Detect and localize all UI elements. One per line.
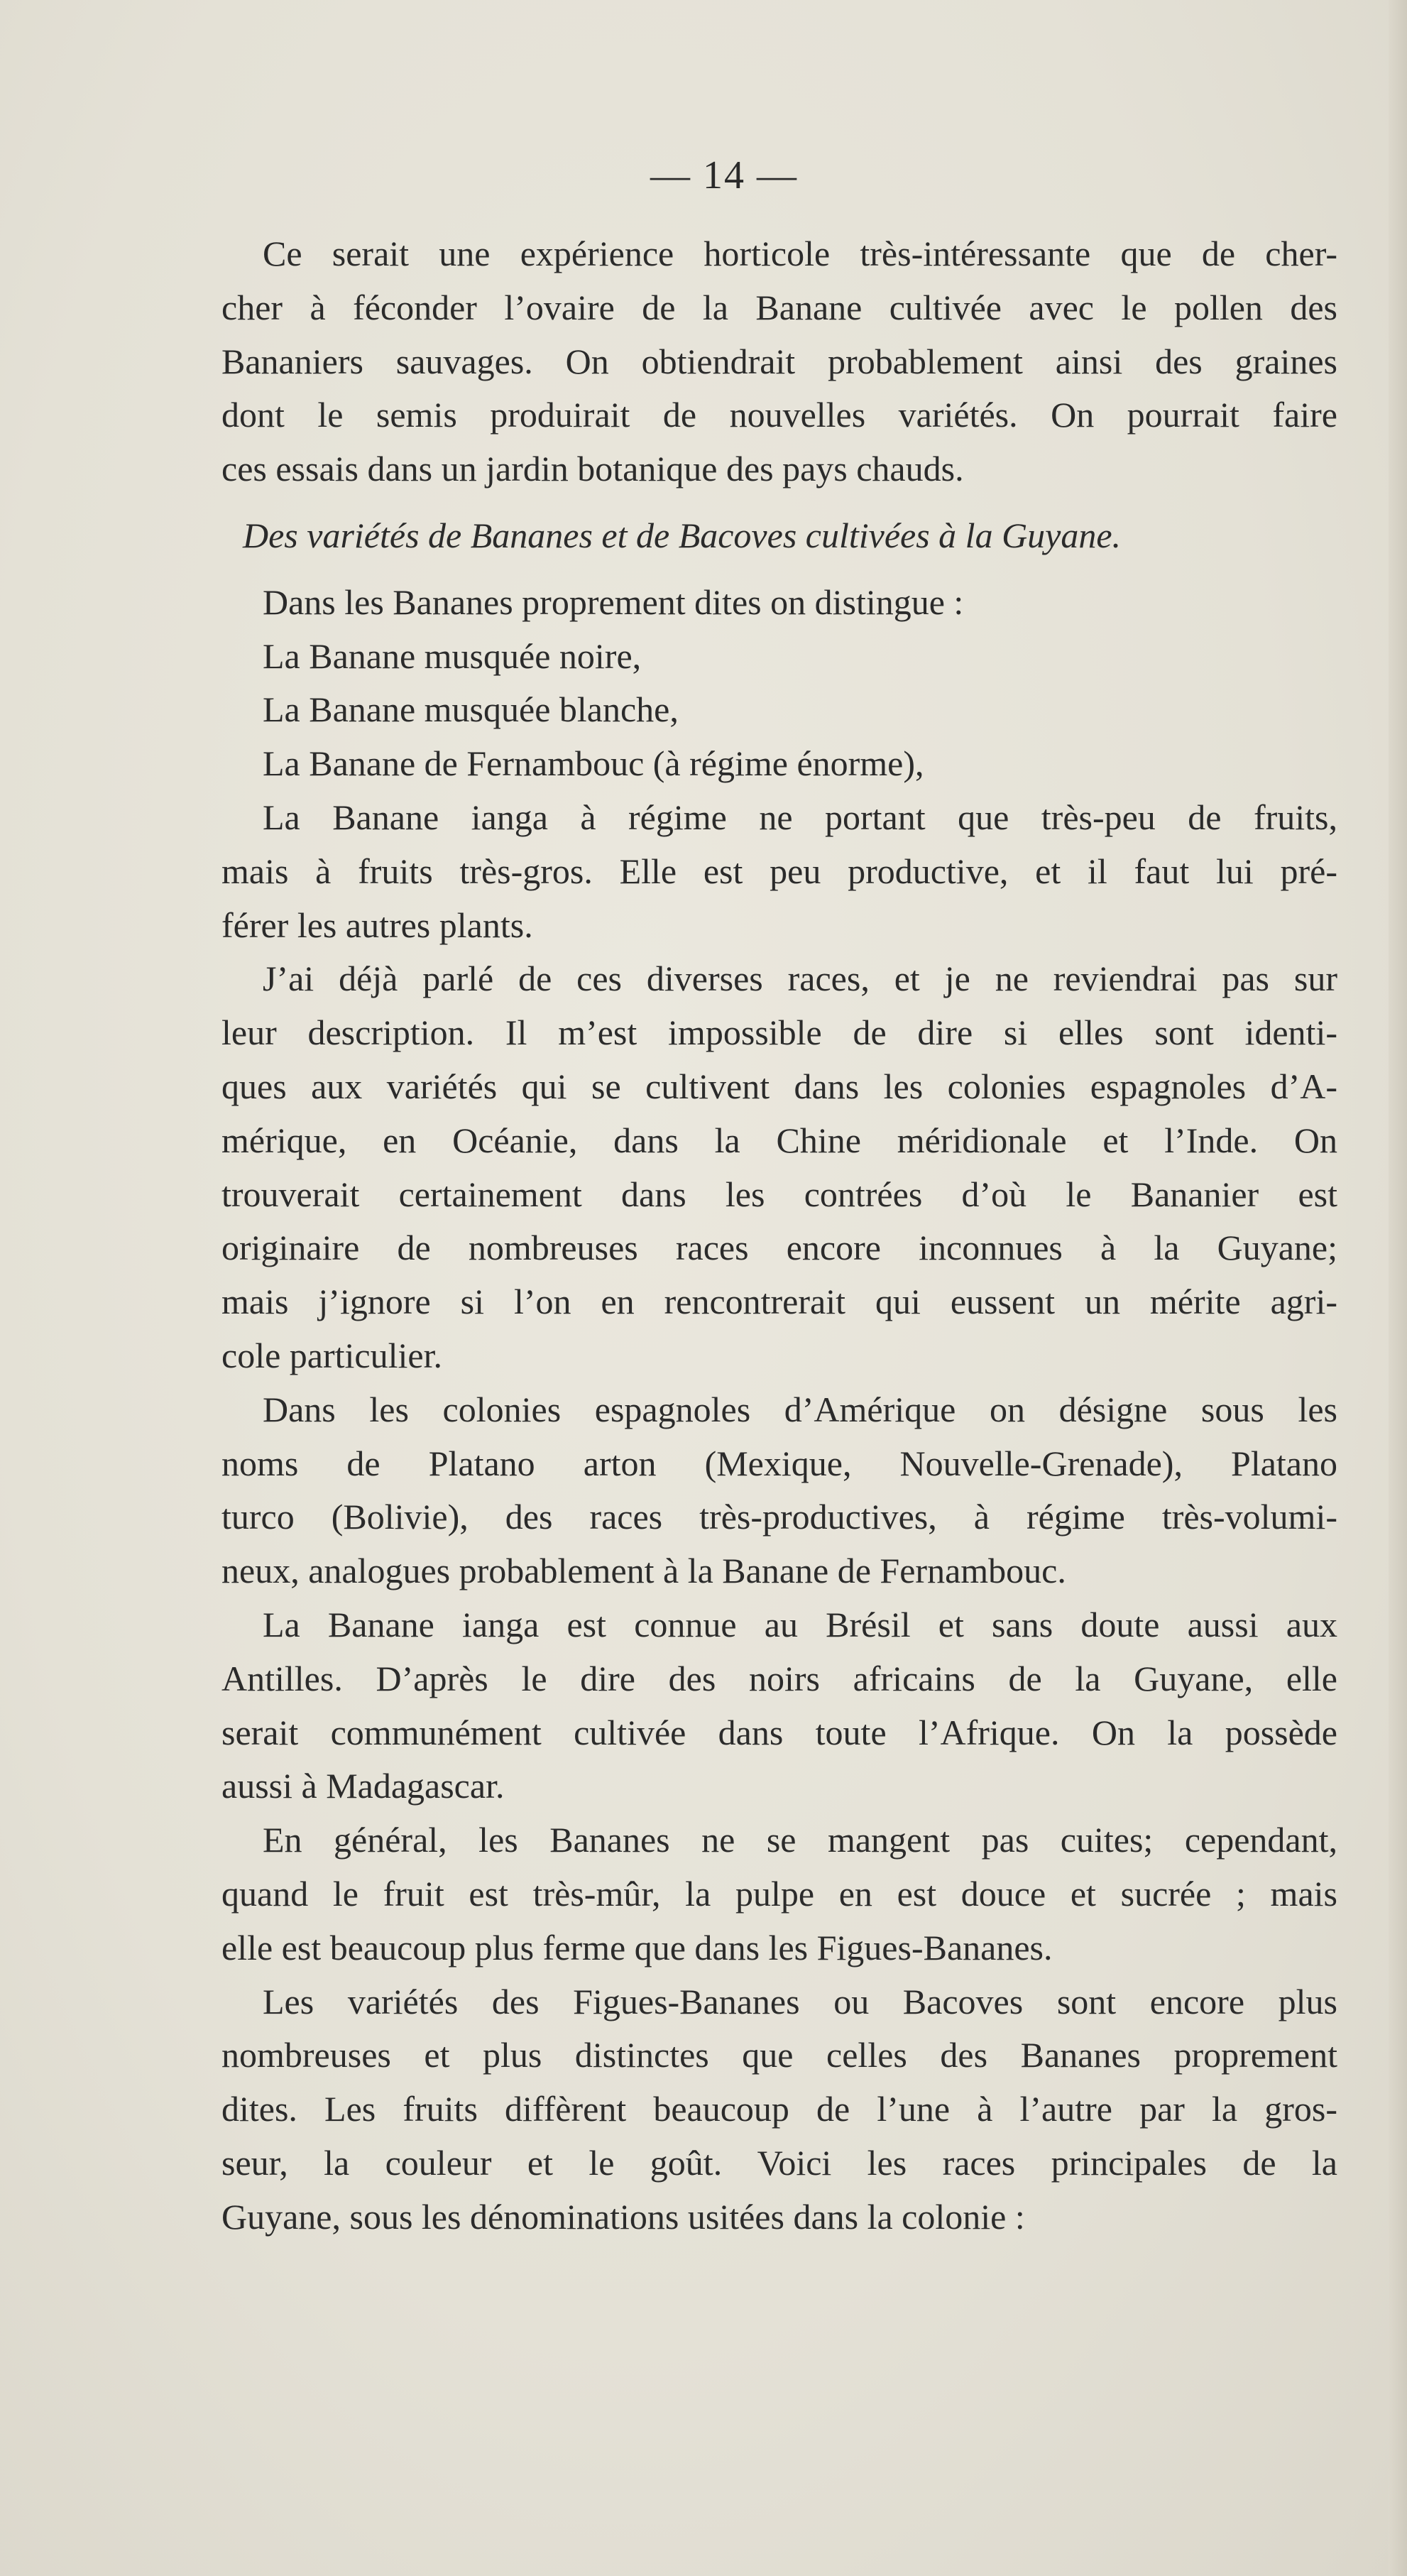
text-line: neux, analogues probablement à la Banane de Fernambouc. — [221, 1551, 1066, 1591]
text-line: originaire de nombreuses races encore inconnues à la Guyane; — [221, 1228, 1337, 1268]
text-line: serait communément cultivée dans toute l’Afrique. On la possède — [221, 1712, 1337, 1752]
text-line: nombreuses et plus distinctes que celles des Bananes proprement — [221, 2035, 1337, 2075]
text-line: Antilles. D’après le dire des noirs africains de la Guyane, elle — [221, 1658, 1337, 1698]
text-line: leur description. Il m’est impossible de dire si elles sont identi- — [221, 1013, 1337, 1053]
text-line: férer les autres plants. — [221, 905, 533, 945]
text-line: ces essais dans un jardin botanique des pays chauds. — [221, 449, 964, 489]
text-line: J’ai déjà parlé de ces diverses races, et je ne reviendrai pas sur — [263, 959, 1337, 999]
text-line: elle est beaucoup plus ferme que dans les Figues-Bananes. — [221, 1927, 1053, 1968]
text-line: cher à féconder l’ovaire de la Banane cultivée avec le pollen des — [221, 287, 1337, 327]
text-line: En général, les Bananes ne se mangent pas cuites; cependant, — [263, 1820, 1337, 1860]
text-line: Dans les colonies espagnoles d’Amérique on désigne sous les — [263, 1389, 1337, 1429]
list-item: La Banane musquée noire, — [263, 635, 642, 676]
text-line: Dans les Bananes proprement dites on distingue : — [263, 582, 964, 622]
list-item: La Banane musquée blanche, — [263, 689, 679, 730]
text-line: ques aux variétés qui se cultivent dans les colonies espagnoles d’A- — [221, 1066, 1337, 1106]
text-line: Ce serait une expérience horticole très-intéressante que de cher- — [263, 234, 1337, 273]
text-line: Guyane, sous les dénominations usitées dans la colonie : — [221, 2196, 1025, 2237]
text-line: Les variétés des Figues-Bananes ou Bacoves sont encore plus — [263, 1981, 1337, 2021]
list-item: La Banane de Fernambouc (à régime énorme), — [263, 743, 924, 784]
text-line: seur, la couleur et le goût. Voici les races principales de la — [221, 2142, 1337, 2183]
text-line: mais à fruits très-gros. Elle est peu productive, et il faut lui pré- — [221, 851, 1337, 891]
text-line: turco (Bolivie), des races très-productives, à régime très-volumi- — [221, 1497, 1337, 1537]
text-line: cole particulier. — [221, 1335, 442, 1375]
section-heading: Des variétés de Bananes et de Bacoves cultivées à la Guyane. — [243, 515, 1122, 555]
text-line: aussi à Madagascar. — [221, 1766, 505, 1806]
text-line: La Banane ianga est connue au Brésil et sans doute aussi aux — [263, 1604, 1337, 1644]
list-item: La Banane ianga à régime ne portant que très-peu de fruits, — [263, 797, 1337, 837]
text-line: mérique, en Océanie, dans la Chine méridionale et l’Inde. On — [221, 1120, 1337, 1160]
text-line: Bananiers sauvages. On obtiendrait probablement ainsi des graines — [221, 341, 1337, 381]
page-edge — [1389, 0, 1407, 2576]
text-line: noms de Platano arton (Mexique, Nouvelle-Grenade), Platano — [221, 1443, 1337, 1483]
text-line: quand le fruit est très-mûr, la pulpe en est douce et sucrée ; mais — [221, 1873, 1337, 1914]
page-number: — 14 — — [650, 153, 798, 197]
page-body — [221, 227, 1337, 2244]
text-line: mais j’ignore si l’on en rencontrerait qui eussent un mérite agri- — [221, 1282, 1337, 1322]
text-line: dont le semis produirait de nouvelles variétés. On pourrait faire — [221, 395, 1337, 435]
text-line: trouverait certainement dans les contrées d’où le Bananier est — [221, 1174, 1337, 1214]
text-line: dites. Les fruits diffèrent beaucoup de l’une à l’autre par la gros- — [221, 2089, 1337, 2129]
